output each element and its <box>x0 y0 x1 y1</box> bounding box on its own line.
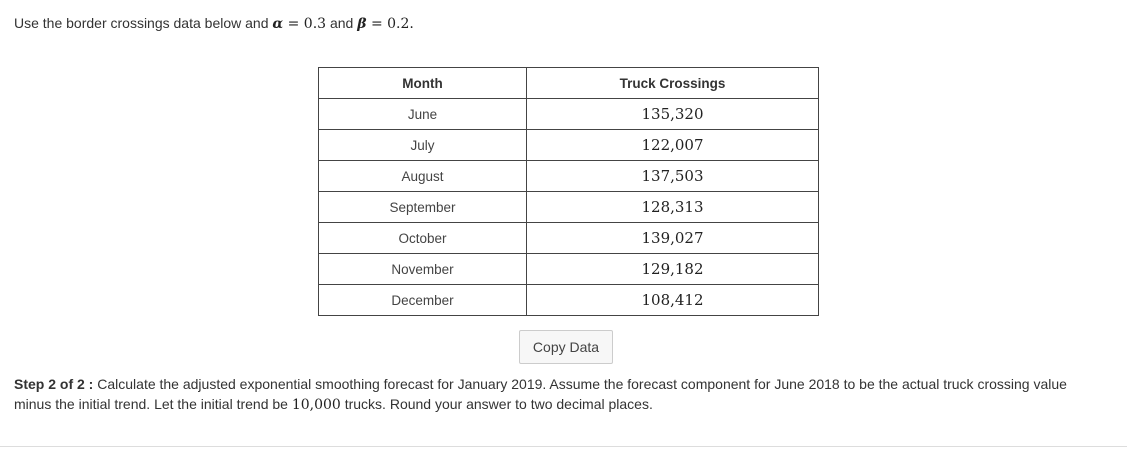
table-row <box>319 223 819 254</box>
column-header-truck-crossings: Truck Crossings <box>527 68 819 99</box>
beta-value: 0.2 <box>387 16 410 32</box>
step-label: Step 2 of 2 : <box>14 376 94 392</box>
table-row <box>319 254 819 285</box>
equals-sign-beta: = <box>366 16 388 32</box>
month-cell: July <box>319 130 527 161</box>
intro-prefix: Use the border crossings data below and <box>14 15 273 31</box>
month-cell: October <box>319 223 527 254</box>
table-row <box>319 130 819 161</box>
alpha-symbol: α <box>272 16 284 32</box>
month-cell: December <box>319 285 527 316</box>
crossings-cell: 139,027 <box>527 223 819 254</box>
table-row <box>319 192 819 223</box>
copy-data-button[interactable]: Copy Data <box>519 330 613 364</box>
step-instructions <box>14 374 1104 415</box>
month-cell: June <box>319 99 527 130</box>
intro-and: and <box>326 15 358 31</box>
table-header-row <box>319 68 819 99</box>
crossings-cell: 122,007 <box>527 130 819 161</box>
intro-suffix: . <box>409 16 414 32</box>
border-crossings-table <box>318 67 819 316</box>
table-row <box>319 161 819 192</box>
column-header-month: Month <box>319 68 527 99</box>
step-text-after: trucks. Round your answer to two decimal places. <box>340 396 653 412</box>
bottom-divider <box>0 446 1127 447</box>
month-cell: September <box>319 192 527 223</box>
table-row <box>319 99 819 130</box>
crossings-cell: 108,412 <box>527 285 819 316</box>
alpha-value: 0.3 <box>303 16 327 32</box>
table-row <box>319 285 819 316</box>
initial-trend-value: 10,000 <box>291 397 341 413</box>
crossings-cell: 135,320 <box>527 99 819 130</box>
crossings-cell: 128,313 <box>527 192 819 223</box>
month-cell: November <box>319 254 527 285</box>
step-text-before: Calculate the adjusted exponential smoothing forecast for January 2019. Assume the forecast component for June 2018 to be the actual truck crossing value minus the initial trend. Let the initial trend be <box>14 376 1067 412</box>
equals-sign-alpha: = <box>283 16 304 32</box>
crossings-cell: 137,503 <box>527 161 819 192</box>
beta-symbol: β <box>357 16 367 32</box>
month-cell: August <box>319 161 527 192</box>
crossings-cell: 129,182 <box>527 254 819 285</box>
problem-statement <box>14 13 414 34</box>
